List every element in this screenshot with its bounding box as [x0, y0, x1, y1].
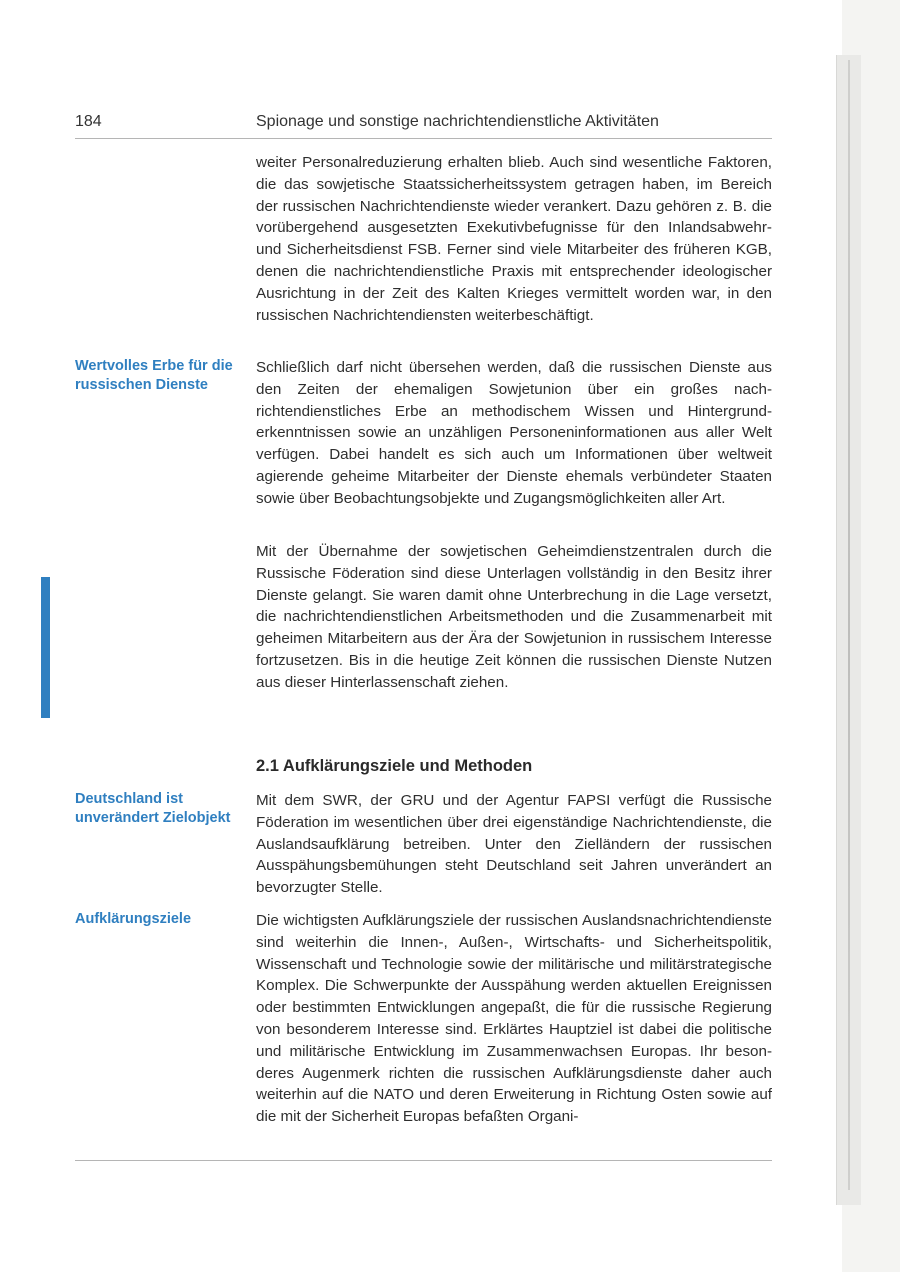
margin-accent-bar [41, 577, 50, 718]
margin-note-heritage: Wertvolles Erbe für die russischen Dienste [75, 358, 233, 393]
page-number: 184 [75, 113, 102, 130]
paragraph-5: Die wichtigsten Aufklärungsziele der russischen Auslandsnachrichtendienste sind weiterhin die Innen-, Außen-, Wirtschafts- und Sicherheitspolitik, Wissenschaft und Technologie sowie der militärische und militärstrategische Komplex. Die Schwerpunkte der Ausspähung werden aktuellen Ereignissen oder bestimmten Entwicklungen angepaßt, die für die russische Regierung von besonderem Interesse sind. Erklärtes Hauptziel ist dabei die politische und militärische Entwicklung im Zusammenwachsen Europas. Ihr besonderes Augenmerk richten die russischen Aufklärungsdienste daher auch weiterhin auf die NATO und deren Erweiterung in Richtung Osten sowie auf die mit der Sicherheit Europas befaßten Organi- [256, 912, 772, 1126]
section-heading: 2.1 Aufklärungsziele und Methoden [256, 757, 533, 775]
margin-note-intelligence-goals: Aufklärungsziele [75, 911, 192, 927]
margin-note-germany-target: Deutschland ist unverändert Zielobjekt [75, 791, 231, 826]
header-rule [75, 138, 772, 139]
footer-rule [75, 1160, 772, 1161]
paragraph-3: Mit der Übernahme der sowjetischen Geheimdienstzentralen durch die Russische Föderation sind diese Unterlagen vollständig in den Besitz ihrer Dienste gelangt. Sie waren damit ohne Unterbrechung in die Lage versetzt, die nachrichtendienstlichen Arbeitsmethoden und die Zusammenarbeit mit geheimen Mitarbeitern aus der Ära der Sowjetunion in russischem Interesse fortzusetzen. Bis in die heutige Zeit können die russischen Dienste Nutzen aus dieser Hinterlassenschaft ziehen. [256, 543, 772, 691]
paragraph-4: Mit dem SWR, der GRU und der Agentur FAPSI verfügt die Russische Föderation im wesentlichen über drei eigenständige Nachrichtendienste, die Auslandsaufklärung betreiben. Unter den Zielländern der russischen Ausspähungsbemühungen steht Deutschland seit Jahren unverändert an bevorzugter Stelle. [256, 792, 772, 897]
paragraph-1: weiter Personalreduzierung erhalten blieb. Auch sind wesentliche Faktoren, die das sowjetische Staatssicherheitssystem getragen haben, im Bereich der russischen Nachrichtendienste wieder verankert. Dazu gehören z. B. die vorübergehend ausgesetzten Exekutivbefugnisse für den Inlandsabwehr- und Sicherheitsdienst FSB. Ferner sind viele Mitarbeiter des früheren KGB, denen die nachrichtendienstliche Praxis mit entsprechender ideologischer Ausrichtung in der Zeit des Kalten Krieges vermittelt worden war, in den russischen Nachrichtendiensten weiterbeschäftigt. [256, 154, 772, 324]
paragraph-2: Schließlich darf nicht übersehen werden, daß die russischen Dienste aus den Zeiten der ehemaligen Sowjetunion über ein großes nachrichtendienstliches Erbe an methodischem Wissen und Hintergrunderkenntnissen sowie an unzähligen Personeninformationen aus aller Welt verfügen. Dabei handelt es sich auch um Informationen über weltweit agierende geheime Mitarbeiter der Dienste ehemals verbündeter Staaten sowie über Beobachtungsobjekte und Zugangsmöglichkeiten aller Art. [256, 359, 772, 507]
running-title: Spionage und sonstige nachrichtendienstliche Aktivitäten [256, 113, 659, 130]
torn-edge-shadow [848, 60, 850, 1190]
